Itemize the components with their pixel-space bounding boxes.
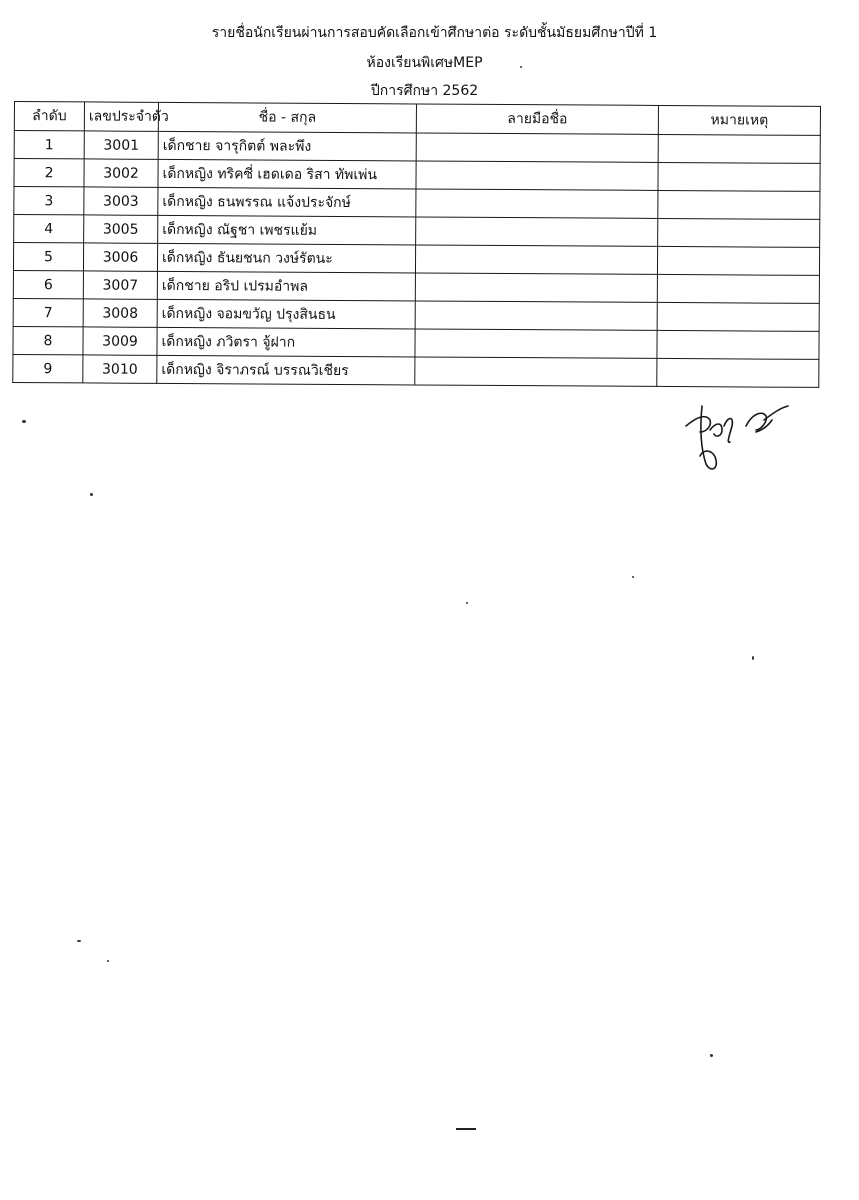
row-remark-cell — [657, 302, 819, 331]
row-order-cell: 8 — [13, 326, 83, 354]
row-order-cell: 6 — [13, 270, 83, 298]
table-row — [13, 354, 819, 387]
row-name-cell: เด็กหญิง จอมขวัญ ปรุงสินธน — [157, 299, 415, 329]
row-signature-cell — [416, 217, 658, 246]
row-signature-cell — [415, 301, 657, 330]
row-order-cell: 3 — [14, 187, 84, 215]
row-student-id-cell: 3002 — [84, 159, 158, 187]
row-name-cell: เด็กหญิง ณัฐชา เพชรแย้ม — [158, 215, 416, 245]
row-order-cell: 4 — [14, 215, 84, 243]
row-remark-cell — [658, 218, 820, 247]
document-subtitle-academic-year: ปีการศึกษา 2562 — [370, 83, 479, 99]
row-remark-cell — [657, 274, 819, 303]
document-title: รายชื่อนักเรียนผ่านการสอบคัดเลือกเข้าศึกษาต่อ ระดับชั้นมัธยมศึกษาปีที่ 1 — [211, 25, 658, 41]
row-student-id-cell: 3006 — [83, 243, 157, 271]
row-remark-cell — [657, 330, 819, 359]
row-signature-cell — [415, 245, 657, 274]
header-name: ชื่อ - สกุล — [158, 102, 416, 133]
header-student-id: เลขประจำตัว — [84, 102, 158, 131]
row-student-id-cell: 3001 — [84, 131, 158, 159]
header-signature: ลายมือชื่อ — [416, 104, 658, 134]
row-remark-cell — [658, 134, 820, 163]
row-name-cell: เด็กหญิง ทริคซี่ เฮดเดอ ริสา ทัพเพ่น — [158, 159, 416, 189]
row-name-cell: เด็กหญิง ธันยชนก วงษ์รัตนะ — [157, 243, 415, 273]
row-name-cell: เด็กหญิง ธนพรรณ แจ้งประจักษ์ — [158, 187, 416, 217]
row-name-cell: เด็กชาย อริป เปรมอำพล — [157, 271, 415, 301]
row-order-cell: 7 — [13, 298, 83, 326]
row-name-cell: เด็กชาย จารุกิตต์ พละพึง — [158, 131, 416, 161]
row-signature-cell — [416, 189, 658, 218]
row-order-cell: 1 — [14, 131, 84, 159]
row-remark-cell — [658, 190, 820, 219]
row-order-cell: 2 — [14, 159, 84, 187]
row-name-cell: เด็กหญิง จิราภรณ์ บรรณวิเชียร — [157, 355, 415, 385]
header-order: ลำดับ — [14, 102, 84, 131]
row-signature-cell — [415, 357, 657, 386]
document-subtitle-classroom: ห้องเรียนพิเศษMEP — [366, 55, 483, 71]
student-roster-table — [12, 101, 821, 388]
row-student-id-cell: 3003 — [84, 187, 158, 215]
handwritten-signature — [676, 386, 806, 486]
row-signature-cell — [416, 133, 658, 162]
row-order-cell: 5 — [13, 243, 83, 271]
row-remark-cell — [658, 162, 820, 191]
row-student-id-cell: 3009 — [83, 327, 157, 355]
row-remark-cell — [657, 246, 819, 275]
row-signature-cell — [415, 329, 657, 358]
row-name-cell: เด็กหญิง ภวิตรา จู้ฝาก — [157, 327, 415, 357]
row-student-id-cell: 3007 — [83, 271, 157, 299]
row-student-id-cell: 3005 — [84, 215, 158, 243]
row-signature-cell — [416, 161, 658, 190]
header-remark: หมายเหตุ — [658, 105, 820, 135]
row-signature-cell — [415, 273, 657, 302]
row-order-cell: 9 — [13, 354, 83, 382]
row-student-id-cell: 3010 — [83, 355, 157, 383]
row-student-id-cell: 3008 — [83, 299, 157, 327]
row-remark-cell — [657, 358, 819, 387]
